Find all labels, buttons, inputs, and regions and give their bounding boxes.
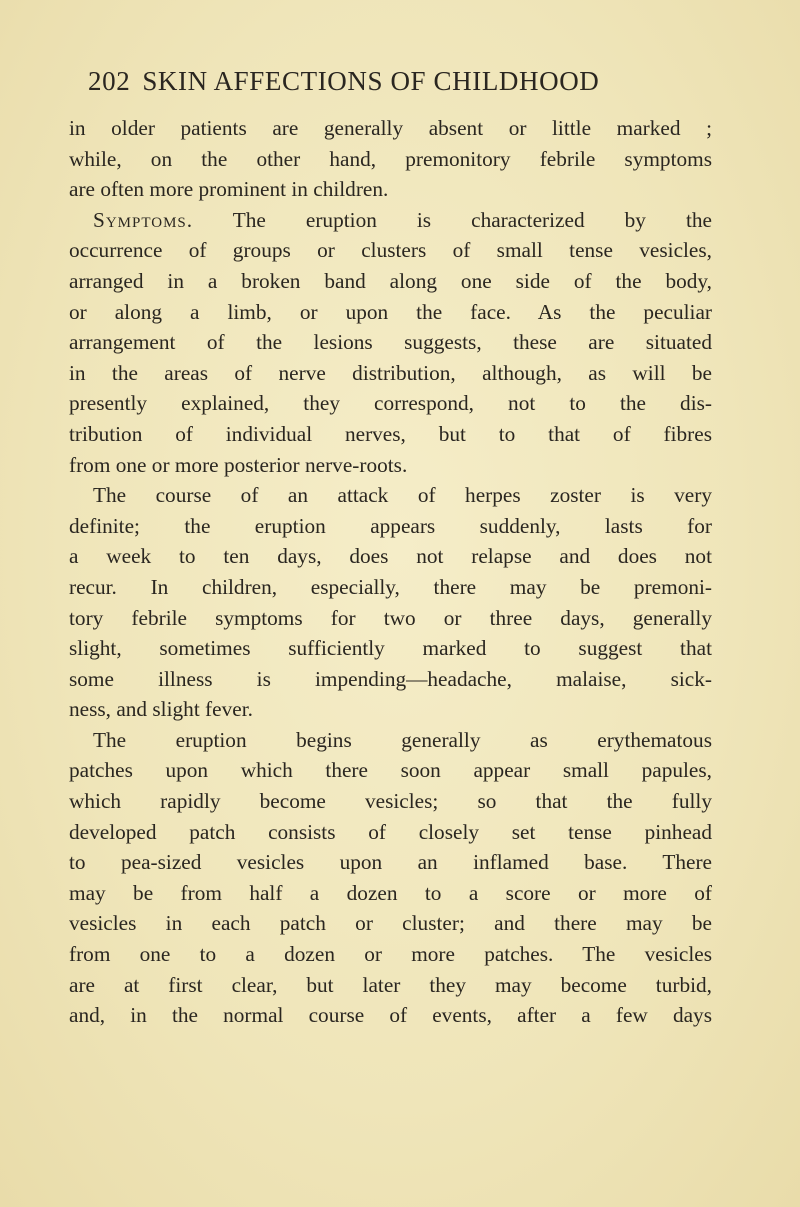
text-line: occurrence of groups or clusters of small tense vesicles, [69,238,712,263]
text-line: ness, and slight fever. [69,697,253,722]
text-line: to pea-sized vesicles upon an inflamed base. There [69,850,712,875]
text-line: may be from half a dozen to a score or more of [69,880,712,905]
text-line: slight, sometimes sufficiently marked to suggest that [69,636,712,661]
text-line: tribution of individual nerves, but to that of fibres [69,421,712,446]
text-line: The course of an attack of herpes zoster is very [93,483,712,508]
text-line: some illness is impending—headache, malaise, sick- [69,666,712,691]
text-line: recur. In children, especially, there may be premoni- [69,574,712,599]
page-number: 202 [88,66,131,96]
text-line: and, in the normal course of events, after a few days [69,1003,712,1028]
text-line: are often more prominent in children. [69,177,389,202]
text-line: The eruption begins generally as erythematous [93,727,712,752]
text-line: presently explained, they correspond, not to the dis- [69,391,712,416]
text-line: from one or more posterior nerve-roots. [69,452,408,477]
text-fragment: The eruption is characterized by the [232,207,712,232]
text-line: patches upon which there soon appear small papules, [69,758,712,783]
text-line: arranged in a broken band along one side of the body, [69,268,712,293]
text-line: vesicles in each patch or cluster; and there may be [69,911,712,936]
text-line: or along a limb, or upon the face. As the peculiar [69,299,712,324]
text-line: arrangement of the lesions suggests, these are situated [69,330,712,355]
text-line: definite; the eruption appears suddenly, lasts for [69,513,712,538]
text-line: in older patients are generally absent or little marked ; [69,116,712,140]
running-header [88,64,688,98]
text-line: while, on the other hand, premonitory febrile symptoms [69,146,712,171]
text-line: developed patch consists of closely set tense pinhead [69,819,712,844]
body-text [69,113,712,1031]
text-line: which rapidly become vesicles; so that the fully [69,789,712,814]
text-line: a week to ten days, does not relapse and does not [69,544,712,569]
text-line: from one to a dozen or more patches. The vesicles [69,942,712,967]
text-line [69,205,712,236]
text-line: tory febrile symptoms for two or three days, generally [69,605,712,630]
running-title: SKIN AFFECTIONS OF CHILDHOOD [142,66,600,96]
text-line: in the areas of nerve distribution, although, as will be [69,360,712,385]
section-heading-symptoms: Symptoms. [93,207,194,232]
text-line: are at first clear, but later they may become turbid, [69,972,712,997]
